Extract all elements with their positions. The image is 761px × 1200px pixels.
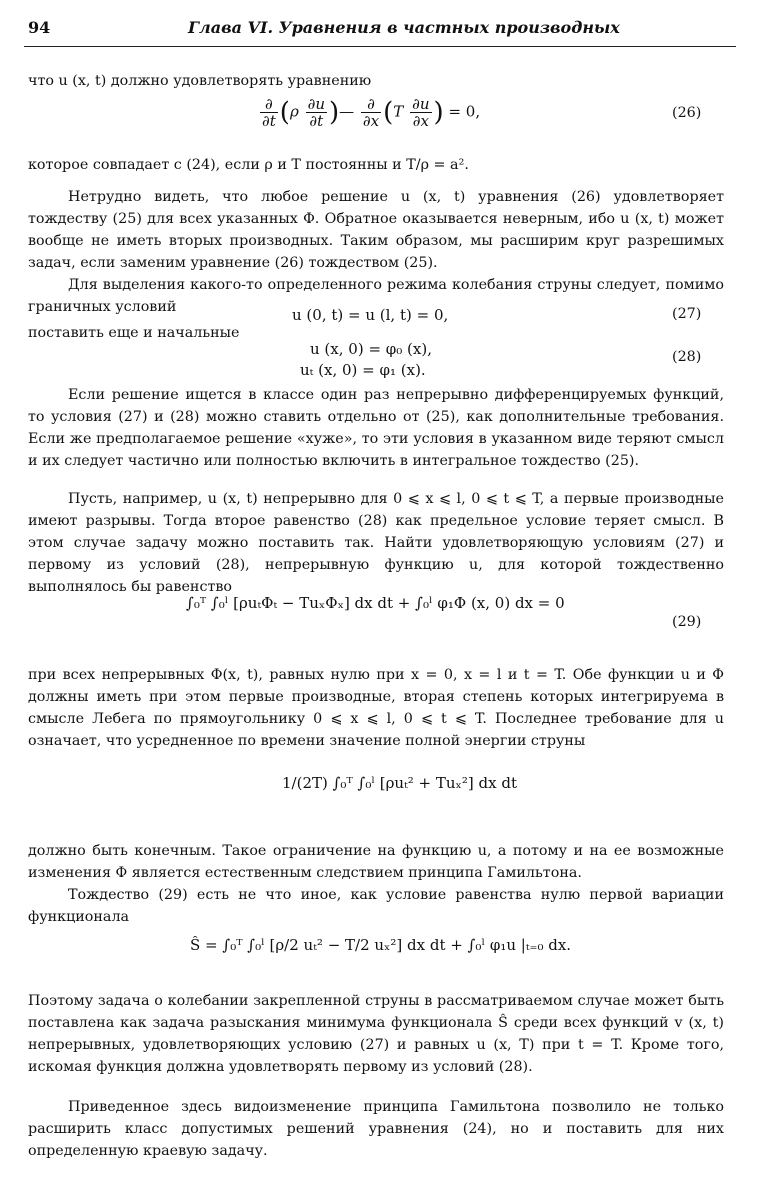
paragraph-minimum: Поэтому задача о колебании закрепленной струны в рассматриваемом случае может быть поставлена как задача разыскания минимума функционала Ŝ среди всех функций v (x, t) непрерывных, удовлетворяющих условию (27) и равных u (x, T) при t = T. Кроме того, искомая функция должна удовлетворять первому из условий (28). bbox=[28, 993, 724, 1075]
paragraph-smoothness: Если решение ищется в классе один раз непрерывно дифференцируемых функций, то условия (27) и (28) можно ставить отдельно от (25), как дополнительные требования. Если же предполагаемое решение «хуже», то эти условия в указанном виде теряют смысл и их следует частично или полностью включить в интегральное тождество (25). bbox=[28, 387, 724, 469]
equation-energy: 1/(2T) ∫₀ᵀ ∫₀ˡ [ρuₜ² + Tuₓ²] dx dt bbox=[282, 774, 518, 792]
equation-26: $\frac{\partial}{\partial t}$ (ρ $\frac{\partial u}{\partial t}$ )— $\frac{\partial}{\partial x}$ (T $\frac{\partial u}{\partial x}$ ) = 0, bbox=[262, 95, 481, 130]
page-number: 94 bbox=[28, 18, 51, 37]
equation-28-line1: u (x, 0) = φ₀ (x), bbox=[310, 340, 432, 358]
paragraph-intro: что u (x, t) должно удовлетворять уравнению bbox=[28, 73, 372, 89]
equation-number-28: (28) bbox=[672, 349, 702, 365]
paragraph-hamilton: Приведенное здесь видоизменение принципа Гамильтона позволило не только расширить класс допустимых решений уравнения (24), но и поставить для них определенную краевую задачу. bbox=[28, 1099, 724, 1159]
header-rule bbox=[24, 46, 736, 47]
equation-28-line2: uₜ (x, 0) = φ₁ (x). bbox=[300, 361, 426, 379]
equation-number-26: (26) bbox=[672, 105, 702, 121]
equation-29: ∫₀ᵀ ∫₀ˡ [ρuₜΦₜ − TuₓΦₓ] dx dt + ∫₀ˡ φ₁Φ (x, 0) dx = 0 bbox=[186, 594, 565, 612]
paragraph-initial: поставить еще и начальные bbox=[28, 325, 240, 341]
paragraph-finite: должно быть конечным. Такое ограничение на функцию u, а потому и на ее возможные изменения Φ является естественным следствием принципа Гамильтона. bbox=[28, 843, 724, 881]
paragraph-coincides: которое совпадает с (24), если ρ и T постоянны и T/ρ = a². bbox=[28, 157, 469, 173]
running-header: Глава VI. Уравнения в частных производных bbox=[188, 18, 620, 37]
paragraph-example: Пусть, например, u (x, t) непрерывно для 0 ⩽ x ⩽ l, 0 ⩽ t ⩽ T, а первые производные имеют разрывы. Тогда второе равенство (28) как предельное условие теряет смысл. В этом случае задачу можно поставить так. Найти удовлетворяющую условиям (27) и первому из условий (28), непрерывную функцию u, для которой тождественно выполнялось бы равенство bbox=[28, 491, 724, 595]
equation-functional: Ŝ = ∫₀ᵀ ∫₀ˡ [ρ/2 uₜ² − T/2 uₓ²] dx dt + ∫₀ˡ φ₁u |ₜ₌₀ dx. bbox=[190, 936, 572, 954]
paragraph-conditions: при всех непрерывных Φ(x, t), равных нулю при x = 0, x = l и t = T. Обе функции u и Φ должны иметь при этом первые производные, вторая степень которых интегрируема в смысле Лебега по прямоугольнику 0 ⩽ x ⩽ l, 0 ⩽ t ⩽ T. Последнее требование для u означает, что усредненное по времени значение полной энергии струны bbox=[28, 667, 724, 749]
equation-27: u (0, t) = u (l, t) = 0, bbox=[292, 306, 449, 324]
equation-number-29: (29) bbox=[672, 614, 702, 630]
equation-number-27: (27) bbox=[672, 306, 702, 322]
paragraph-identity: Нетрудно видеть, что любое решение u (x, t) уравнения (26) удовлетворяет тождеству (25) для всех указанных Φ. Обратное оказывается неверным, ибо u (x, t) может вообще не иметь вторых производных. Таким образом, мы расширим круг разрешимых задач, если заменим уравнение (26) тождеством (25). bbox=[28, 189, 724, 271]
paragraph-boundary: Для выделения какого-то определенного режима колебания струны следует, помимо граничных условий bbox=[28, 277, 724, 315]
paragraph-variation: Тождество (29) есть не что иное, как условие равенства нулю первой вариации функционала bbox=[28, 887, 724, 925]
